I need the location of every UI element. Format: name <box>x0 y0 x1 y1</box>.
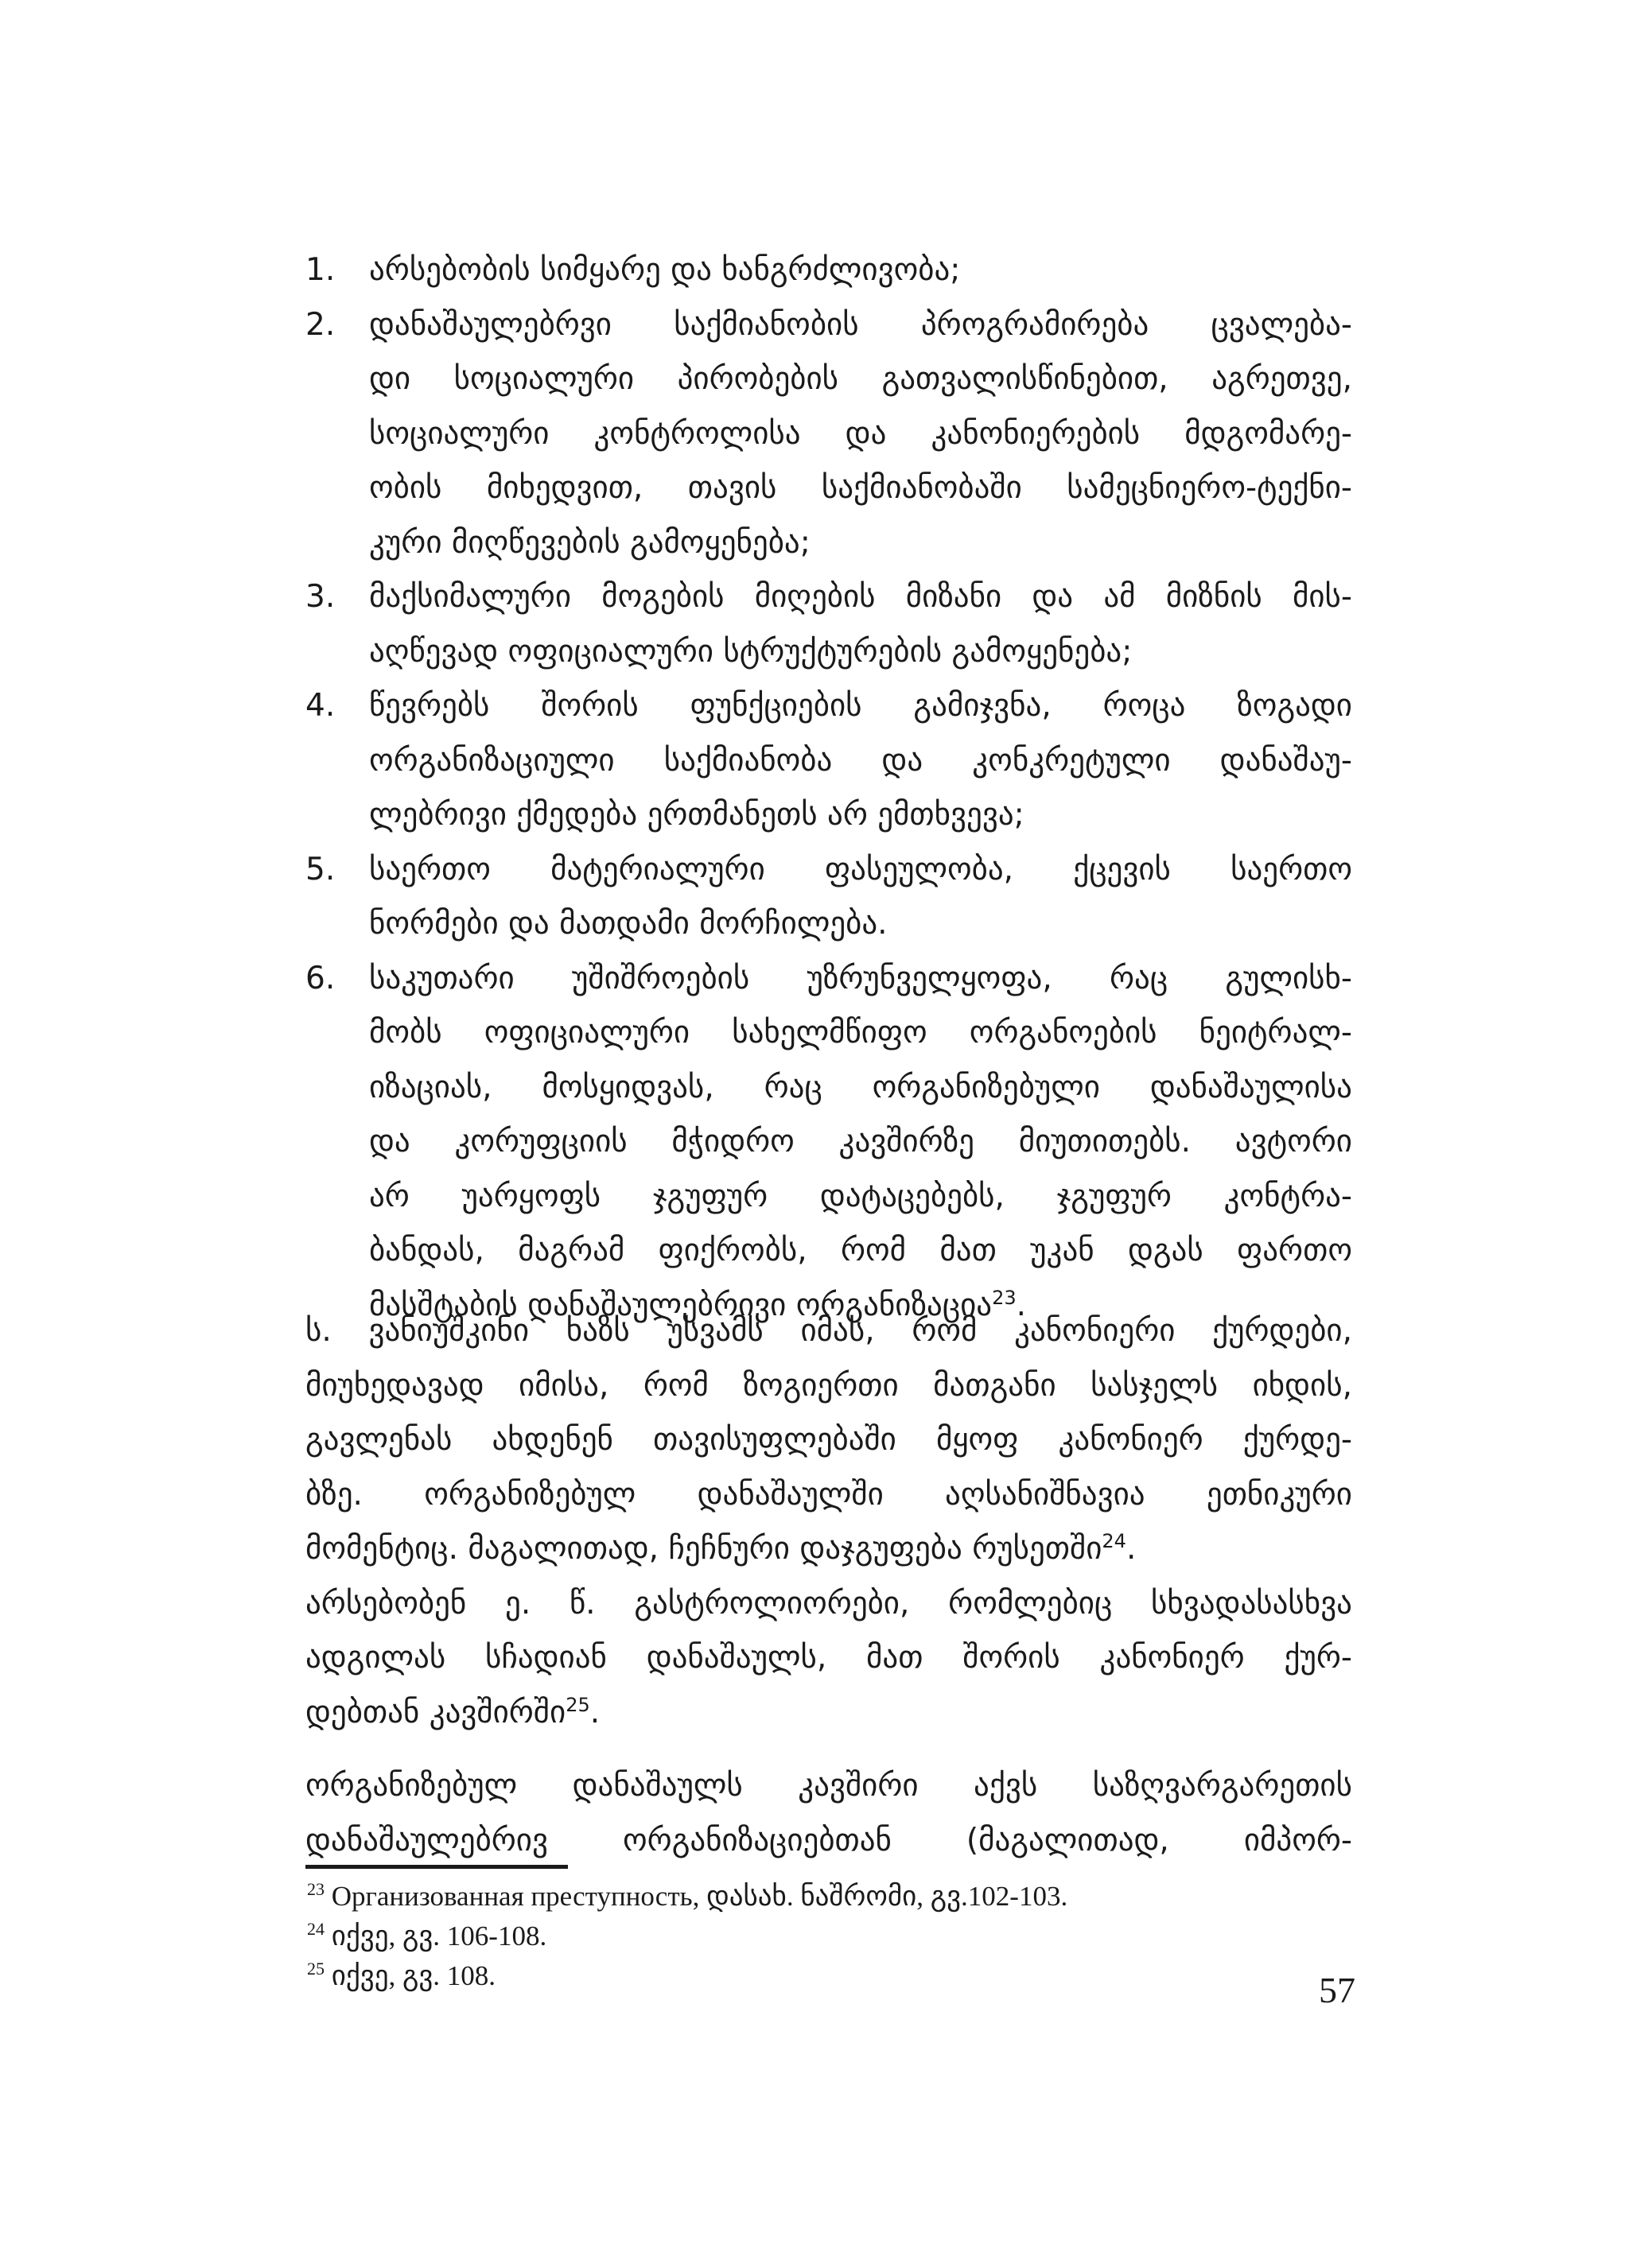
list-item <box>305 952 1352 1334</box>
list-item <box>305 243 1352 298</box>
page-number: 57 <box>1319 1970 1355 2010</box>
paragraph <box>305 1759 1352 1868</box>
text-line: აღწევად ოფიციალური სტრუქტურების გამოყენება; <box>369 633 1133 670</box>
text-line: სოციალური კონტროლისა და კანონიერების მდგომარე- <box>369 415 1352 452</box>
list-item-text <box>369 952 1352 1334</box>
text-line <box>305 1522 1352 1577</box>
list-item-number: 4. <box>305 688 336 724</box>
text-line: დი სოციალური პირობების გათვალისწინებით, აგრეთვე, <box>369 361 1352 397</box>
text-line: საერთო მატერიალური ფასეულობა, ქცევის საერთო <box>369 851 1352 887</box>
text-line: გავლენას ახდენენ თავისუფლებაში მყოფ კანონიერ ქურდე- <box>305 1422 1352 1458</box>
list-item-number: 1. <box>305 252 336 288</box>
paragraph <box>305 1304 1352 1740</box>
text-line: საკუთარი უშიშროების უზრუნველყოფა, რაც გულისხ- <box>369 960 1352 996</box>
text-line: არსებობის სიმყარე და ხანგრძლივობა; <box>369 252 961 288</box>
list-item-text <box>369 843 1352 952</box>
footnote-number: 24 <box>307 1919 325 1939</box>
text-line: წევრებს შორის ფუნქციების გამიჯვნა, როცა ზოგადი <box>369 688 1352 724</box>
footnote-text: იქვე, გვ. 106-108. <box>325 1920 547 1951</box>
list-item-number: 5. <box>305 851 336 887</box>
text-line: და კორუფციის მჭიდრო კავშირზე მიუთითებს. ავტორი <box>369 1124 1352 1159</box>
footnote <box>307 1917 1341 1956</box>
footnote-number: 25 <box>307 1959 325 1979</box>
text-line: არ უარყოფს ჯგუფურ დატაცებებს, ჯგუფურ კონტრა- <box>369 1178 1352 1214</box>
footnote-text: Организованная преступность, დასახ. ნაშრომი, გვ.102-103. <box>325 1881 1068 1912</box>
list-item-text <box>369 243 1352 298</box>
text-line: ბზე. ორგანიზებულ დანაშაულში აღსანიშნავია ეთნიკური <box>305 1476 1352 1513</box>
text-line: ნორმები და მათდამი მორჩილება. <box>369 906 888 942</box>
text-line: ობის მიხედვით, თავის საქმიანობაში სამეცნიერო-ტექნი- <box>369 470 1352 506</box>
list-item <box>305 843 1352 952</box>
list-item <box>305 298 1352 571</box>
text-fragment: მომენტიც. მაგალითად, ჩეჩნური დაჯგუფება რუსეთში <box>305 1531 1102 1567</box>
text-fragment: მასშტაბის დანაშაულებრივი ორგანიზაცია <box>369 1287 993 1323</box>
text-line: ორგანიზებულ დანაშაულს კავშირი აქვს საზღვარგარეთის <box>305 1768 1352 1804</box>
list-item-text <box>369 679 1352 843</box>
footnote-ref[interactable]: 25 <box>566 1693 590 1716</box>
list-item-number: 2. <box>305 306 336 343</box>
footnotes <box>307 1877 1341 1996</box>
text-line: მობს ოფიციალური სახელმწიფო ორგანოების ნეიტრალ- <box>369 1015 1352 1051</box>
text-line: მიუხედავად იმისა, რომ ზოგიერთი მათგანი სასჯელს იხდის, <box>305 1367 1352 1404</box>
text-line: იზაციას, მოსყიდვას, რაც ორგანიზებული დანაშაულისა <box>369 1069 1352 1105</box>
text-fragment: . <box>1016 1287 1027 1323</box>
footnote-number: 23 <box>307 1879 325 1899</box>
text-line: ბანდას, მაგრამ ფიქრობს, რომ მათ უკან დგას ფართო <box>369 1233 1352 1268</box>
list-item-text <box>369 570 1352 679</box>
footnote <box>307 1877 1341 1917</box>
text-line: არსებობენ ე. წ. გასტროლიორები, რომლებიც სხვადასასხვა <box>305 1585 1352 1621</box>
text-line: დანაშაულებრვი საქმიანობის პროგრამირება ცვალება- <box>369 306 1352 343</box>
text-fragment: . <box>589 1694 601 1730</box>
text-fragment: . <box>1126 1531 1137 1567</box>
footnote-ref[interactable]: 24 <box>1102 1530 1126 1552</box>
text-line: კური მიღწევების გამოყენება; <box>369 524 811 561</box>
list-item <box>305 679 1352 843</box>
text-line: მაქსიმალური მოგების მიღების მიზანი და ამ მიზნის მის- <box>369 579 1352 615</box>
list-item-text <box>369 298 1352 571</box>
list-item-number: 3. <box>305 579 336 615</box>
list-item-number: 6. <box>305 960 336 996</box>
numbered-list <box>305 243 1352 1333</box>
text-line: ს. ვანიუშკინი ხაზს უსვამს იმას, რომ კანონიერი ქურდები, <box>305 1313 1352 1349</box>
text-line: ადგილას სჩადიან დანაშაულს, მათ შორის კანონიერ ქურ- <box>305 1640 1352 1676</box>
text-fragment: დებთან კავშირში <box>305 1694 566 1730</box>
list-item <box>305 570 1352 679</box>
text-line: დანაშაულებრივ ორგანიზაციებთან (მაგალითად, იმპორ- <box>305 1822 1352 1858</box>
footnote-ref[interactable]: 23 <box>992 1286 1017 1309</box>
footnote-text: იქვე, გვ. 108. <box>325 1960 496 1991</box>
text-line: ორგანიზაციული საქმიანობა და კონკრეტული დანაშაუ- <box>369 742 1352 779</box>
text-line <box>305 1686 1352 1741</box>
text-line: ლებრივი ქმედება ერთმანეთს არ ემთხვევა; <box>369 797 1024 833</box>
footnote <box>307 1956 1341 1996</box>
footnote-separator <box>305 1865 568 1869</box>
